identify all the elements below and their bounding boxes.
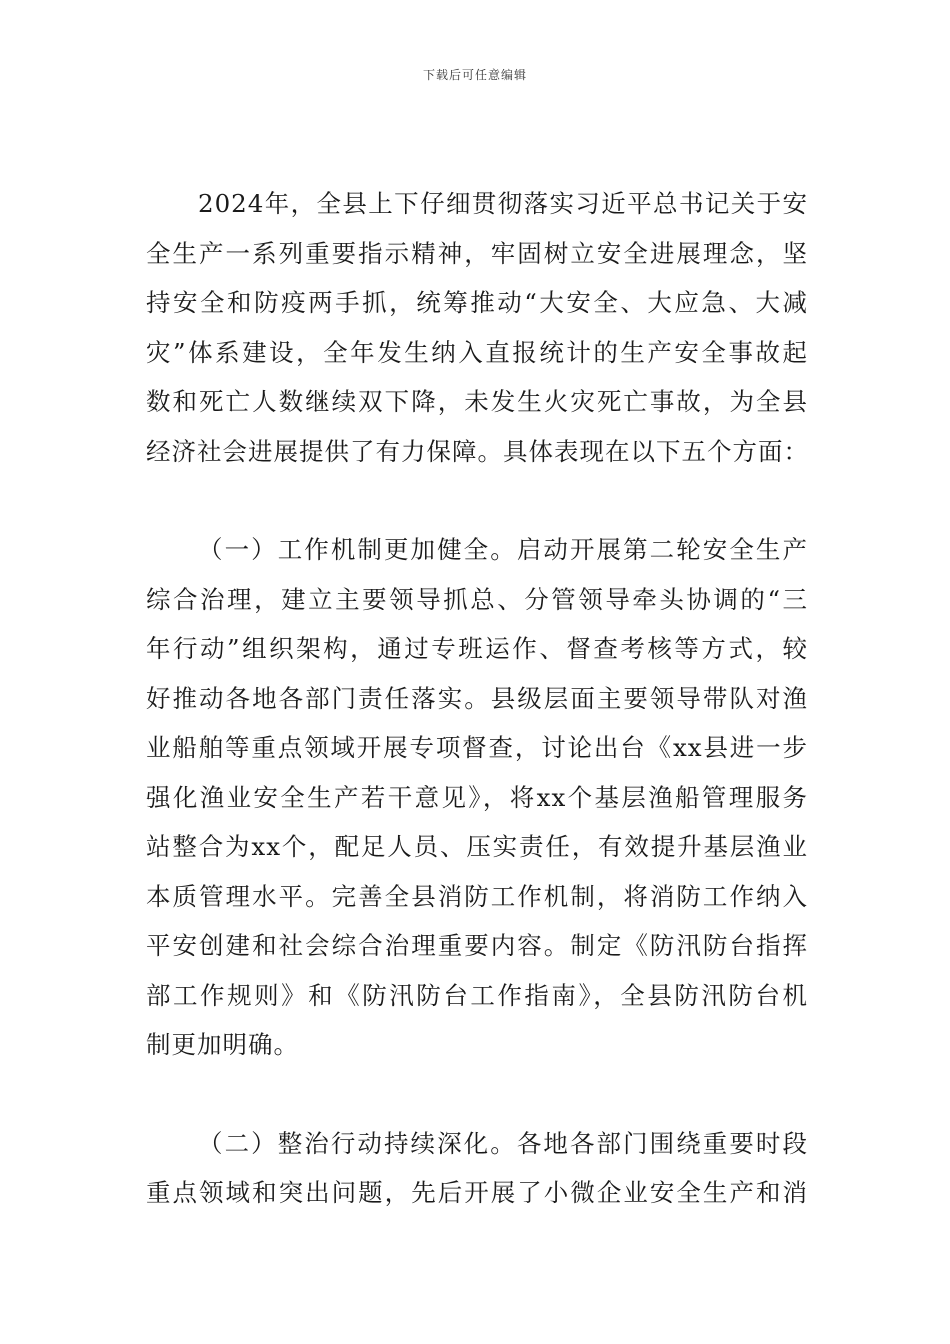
text-line: 灾”体系建设，全年发生纳入直报统计的生产安全事故起 (146, 337, 808, 367)
text-line: 部工作规则》和《防汛防台工作指南》，全县防汛防台机 (146, 980, 808, 1010)
text-line: 持安全和防疫两手抓，统筹推动“大安全、大应急、大减 (146, 288, 808, 317)
paragraph-section-2 (146, 1119, 808, 1218)
paragraph-intro (146, 179, 808, 476)
text-line: 综合治理，建立主要领导抓总、分管领导牵头协调的“三 (146, 584, 808, 614)
text-line: 制更加明确。 (146, 1030, 299, 1059)
text-line: 经济社会进展提供了有力保障。具体表现在以下五个方面： (146, 436, 809, 466)
text-line: 重点领域和突出问题，先后开展了小微企业安全生产和消 (146, 1178, 808, 1207)
text-line: （一）工作机制更加健全。启动开展第二轮安全生产 (198, 535, 808, 564)
text-line: 站整合为xx个，配足人员、压实责任，有效提升基层渔业 (146, 832, 808, 861)
text-line: （二）整治行动持续深化。各地各部门围绕重要时段 (198, 1128, 808, 1158)
document-body (146, 179, 808, 1218)
text-line: 2024年，全县上下仔细贯彻落实习近平总书记关于安 (198, 189, 808, 218)
text-line: 好推动各地各部门责任落实。县级层面主要领导带队对渔 (146, 683, 808, 713)
text-line: 业船舶等重点领域开展专项督查，讨论出台《xx县进一步 (146, 733, 808, 762)
page-header: 下载后可任意编辑 (422, 68, 527, 82)
text-line: 全生产一系列重要指示精神，牢固树立安全进展理念，坚 (146, 238, 808, 268)
text-line: 数和死亡人数继续双下降，未发生火灾死亡事故，为全县 (146, 387, 808, 416)
text-line: 强化渔业安全生产若干意见》，将xx个基层渔船管理服务 (146, 782, 808, 812)
text-line: 年行动”组织架构，通过专班运作、督查考核等方式，较 (146, 634, 808, 663)
paragraph-section-1 (146, 525, 808, 1070)
text-line: 平安创建和社会综合治理重要内容。制定《防汛防台指挥 (146, 931, 808, 960)
text-line: 本质管理水平。完善全县消防工作机制，将消防工作纳入 (146, 881, 808, 911)
